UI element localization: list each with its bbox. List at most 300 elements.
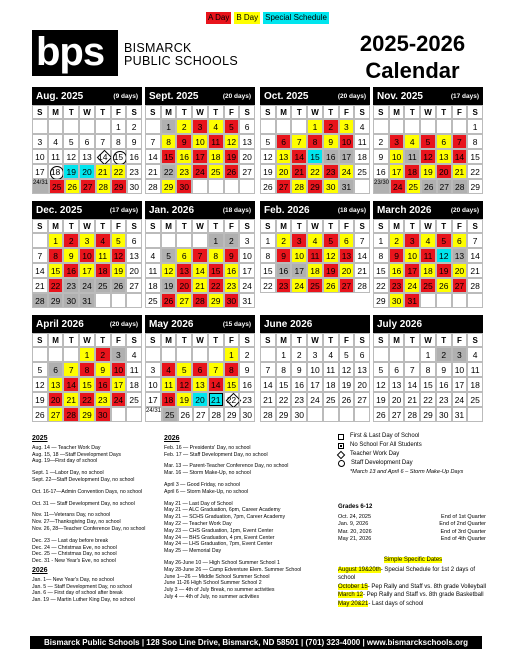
day-cell (436, 293, 452, 308)
day-cell: 29 (48, 293, 64, 308)
day-cell: 19 (339, 377, 355, 392)
week-row (145, 134, 255, 149)
week-row (145, 119, 255, 134)
month-header (260, 201, 370, 219)
week-row (145, 293, 255, 308)
day-cell: 7 (208, 362, 224, 377)
note-line: Feb. 17 — Staff Development Day, no school (164, 451, 268, 458)
weekday-label: T (63, 105, 79, 119)
day-cell: 13 (354, 362, 370, 377)
day-cell (452, 293, 468, 308)
quarter-label: End of 3rd Quarter (440, 528, 486, 535)
simple-date-item (338, 600, 488, 609)
weekday-label: S (239, 105, 255, 119)
day-cell: 5 (63, 134, 79, 149)
day-cell: 18 (467, 377, 483, 392)
day-cell: 25 (323, 392, 339, 407)
month-7 (373, 201, 483, 322)
weekday-label: W (307, 219, 323, 233)
week-row (260, 248, 370, 263)
weekday-label: M (389, 105, 405, 119)
weekday-label: S (239, 219, 255, 233)
day-cell: 22 (260, 278, 276, 293)
week-row (32, 407, 142, 422)
weekday-header (260, 105, 370, 119)
day-cell: 27 (389, 407, 405, 422)
day-cell: 19 (161, 278, 177, 293)
note-line: May 23 — CHS Graduation, 1pm, Event Center (164, 527, 274, 534)
week-row (260, 392, 370, 407)
day-cell: 20 (339, 263, 355, 278)
day-cell (404, 119, 420, 134)
day-cell: 21 (208, 392, 224, 407)
day-cell: 28 (192, 293, 208, 308)
weekday-label: F (452, 333, 468, 347)
day-cell: 8 (224, 362, 240, 377)
day-cell: 24 (452, 392, 468, 407)
day-cell: 30 (323, 179, 339, 194)
day-cell: 22 (276, 392, 292, 407)
week-row (260, 233, 370, 248)
day-cell: 4 (208, 119, 224, 134)
day-cell: 13 (389, 377, 405, 392)
day-cell (354, 407, 370, 422)
week-row (260, 278, 370, 293)
weekday-label: S (260, 219, 276, 233)
note-line: Jan. 19 — Martin Luther King Day, no school (32, 597, 135, 604)
day-cell: 2 (436, 347, 452, 362)
day-cell: 25 (145, 293, 161, 308)
month-header (260, 87, 370, 105)
day-cell: 10 (291, 248, 307, 263)
weekday-label: M (161, 219, 177, 233)
day-cell: 1 (111, 119, 127, 134)
day-cell: 23 (323, 164, 339, 179)
quarter-label: End of 1st Quarter (441, 513, 486, 520)
day-cell: 23 (176, 164, 192, 179)
weekday-label: T (436, 105, 452, 119)
notes-2025-list (32, 445, 152, 565)
weekday-label: T (208, 333, 224, 347)
day-cell: 20 (79, 164, 95, 179)
month-name: Nov. 2025 (377, 90, 423, 102)
quarter-date: Oct. 24, 2025 (338, 513, 372, 520)
day-cell: 9 (436, 362, 452, 377)
note-line: Jan. 6 — First day of school after break (32, 590, 123, 597)
month-day-count: (20 days) (337, 92, 366, 100)
day-cell: 12 (260, 149, 276, 164)
day-cell: 7 (354, 233, 370, 248)
quarter-row (338, 529, 486, 537)
month-name: June 2026 (264, 318, 313, 330)
day-cell: 3 (452, 347, 468, 362)
note-line: Nov. 11—Veterans Day, no school (32, 512, 111, 519)
simple-date: March 12 (338, 592, 364, 599)
day-cell: 9 (276, 248, 292, 263)
day-cell: 19 (436, 263, 452, 278)
day-cell: 15 (307, 149, 323, 164)
month-day-count: (20 days) (450, 206, 479, 214)
day-cell: 8 (276, 362, 292, 377)
week-row (373, 164, 483, 179)
weekday-label: T (323, 333, 339, 347)
simple-desc: - Pep Rally and Staff vs. 8th grade Basketball (363, 592, 484, 599)
day-cell: 19 (323, 263, 339, 278)
day-cell: 30 (224, 293, 240, 308)
day-cell: 27 (354, 392, 370, 407)
quarter-date: Mar. 20, 2026 (338, 528, 372, 535)
day-cell: 8 (111, 134, 127, 149)
day-cell: 24 (291, 278, 307, 293)
weekday-label: M (48, 105, 64, 119)
day-cell: 17 (79, 263, 95, 278)
simple-desc: - Pep Rally and Staff vs. 8th grade Volleyball (367, 583, 486, 590)
note-line: May 24 — BHS Graduation, 4 pm, Event Center (164, 534, 275, 541)
day-cell: 24 (239, 278, 255, 293)
day-cell (126, 293, 142, 308)
title-calendar: Calendar (365, 58, 460, 83)
week-row (260, 179, 370, 194)
day-cell: 19 (420, 164, 436, 179)
day-cell (467, 293, 483, 308)
day-cell: 30 (240, 407, 255, 422)
day-cell: 26 (111, 278, 127, 293)
week-row (260, 407, 370, 422)
day-cell: 15 (373, 263, 389, 278)
day-cell: 31 (79, 293, 95, 308)
day-cell: 15 (79, 377, 95, 392)
weekday-label: W (420, 333, 436, 347)
month-day-count: (9 days) (113, 92, 138, 100)
month-name: March 2026 (377, 204, 432, 216)
week-row (373, 392, 483, 407)
day-cell: 4 (126, 347, 142, 362)
day-cell: 30 (63, 293, 79, 308)
day-cell: 19 (176, 392, 192, 407)
day-cell: 7 (467, 233, 483, 248)
day-cell (176, 347, 192, 362)
day-cell (291, 119, 307, 134)
day-cell: 3 (192, 119, 208, 134)
day-cell (145, 119, 161, 134)
logo-line-2: PUBLIC SCHOOLS (124, 54, 238, 68)
month-day-count: (15 days) (222, 320, 251, 328)
quarter-label: End of 2nd Quarter (439, 521, 486, 527)
day-cell: 10 (452, 362, 468, 377)
day-cell: 4 (48, 134, 64, 149)
day-cell: 26 (373, 407, 389, 422)
note-line: Dec. 24 — Christmas Eve, no school (32, 544, 117, 551)
simple-dates (338, 556, 488, 609)
weekday-header (32, 105, 142, 119)
month-header (373, 87, 483, 105)
day-cell: 29 (208, 293, 224, 308)
day-cell: 20 (276, 164, 292, 179)
week-row (373, 362, 483, 377)
day-cell: 26 (224, 164, 240, 179)
day-cell: 30 (176, 179, 192, 194)
day-cell: 25 (162, 407, 177, 422)
day-cell: 10 (307, 362, 323, 377)
note-line: June 11-26 High School Summer School 2 (164, 580, 262, 587)
weekday-label: F (339, 219, 355, 233)
day-cell: 26 (421, 179, 437, 194)
weekday-label: M (389, 333, 405, 347)
day-cell: 21 (63, 392, 79, 407)
day-cell: 14 (95, 149, 111, 164)
week-row (32, 263, 142, 278)
day-cell (145, 233, 161, 248)
quarter-label: End of 4th Quarter (440, 536, 486, 542)
day-cell: 14 (467, 248, 483, 263)
circle-icon (338, 460, 345, 467)
weekday-label: T (291, 105, 307, 119)
weekday-label: S (145, 219, 161, 233)
note-line: Mar. 13 — Parent-Teacher Conference Day, no school (164, 463, 289, 470)
day-cell: 12 (111, 248, 127, 263)
day-cell: 8 (48, 248, 64, 263)
day-cell: 21 (95, 164, 111, 179)
week-row (32, 179, 142, 194)
day-cell: 20 (436, 164, 452, 179)
week-row (260, 134, 370, 149)
day-cell: 27 (276, 179, 292, 194)
day-cell: 2 (95, 347, 111, 362)
day-cell: 10 (32, 149, 48, 164)
week-row (373, 134, 483, 149)
day-cell (95, 119, 111, 134)
day-cell: 19 (63, 164, 79, 179)
weekday-label: S (145, 333, 161, 347)
day-cell (32, 233, 48, 248)
day-cell: 11 (48, 149, 64, 164)
week-row (32, 233, 142, 248)
footer: Bismarck Public Schools | 128 Soo Line Drive, Bismarck, ND 58501 | (701) 323-4000 | www.bismarckschools.org (30, 636, 482, 649)
weekday-label: F (224, 219, 240, 233)
day-cell: 16 (224, 263, 240, 278)
day-cell: 27 (452, 278, 468, 293)
note-line: Oct. 16-17—Admin Convention Days, no school (32, 488, 143, 495)
day-cell: 10 (145, 377, 161, 392)
weekday-label: T (404, 105, 420, 119)
day-cell: 16 (373, 164, 389, 179)
note-line: Sept. 22—Staff Development Day, no school (32, 476, 135, 483)
month-name: Feb. 2026 (264, 204, 310, 216)
month-header (145, 87, 255, 105)
weekday-label: W (192, 333, 208, 347)
day-cell: 28 (63, 407, 79, 422)
weekday-label: W (192, 219, 208, 233)
day-cell: 21 (452, 164, 468, 179)
weekday-label: S (32, 333, 48, 347)
day-cell: 28 (452, 179, 468, 194)
month-day-count: (20 days) (109, 320, 138, 328)
day-cell: 18 (95, 263, 111, 278)
day-cell: 1 (208, 233, 224, 248)
day-cell: 1 (276, 347, 292, 362)
day-cell: 12 (176, 377, 192, 392)
day-cell (224, 179, 240, 194)
day-cell: 10 (389, 149, 405, 164)
day-cell: 14 (260, 377, 276, 392)
day-cell: 17 (32, 164, 48, 179)
day-cell: 1 (467, 119, 483, 134)
week-row (145, 179, 255, 194)
day-cell: 26 (178, 407, 194, 422)
day-cell: 16 (126, 149, 142, 164)
day-cell: 29 (307, 179, 323, 194)
note-line: May 25 — Memorial Day (164, 548, 222, 555)
day-cell: 18 (48, 164, 64, 179)
day-cell: 2 (291, 347, 307, 362)
day-cell: 5 (111, 233, 127, 248)
day-cell: 28 (404, 407, 420, 422)
day-cell: 26 (260, 179, 276, 194)
week-row (373, 347, 483, 362)
day-cell: 9 (323, 134, 339, 149)
day-cell: 4 (323, 347, 339, 362)
day-cell: 11 (323, 362, 339, 377)
weekday-label: W (307, 333, 323, 347)
day-cell: 29 (224, 407, 240, 422)
day-cell: 4 (404, 134, 420, 149)
day-cell: 4 (161, 362, 177, 377)
day-cell: 20 (239, 149, 255, 164)
simple-heading (338, 556, 488, 565)
month-header (145, 315, 255, 333)
day-cell: 27 (437, 179, 453, 194)
day-cell: 24/31 (32, 179, 49, 194)
day-cell: 21 (192, 278, 208, 293)
weekday-label: W (420, 219, 436, 233)
weekday-label: S (354, 105, 370, 119)
day-cell: 25 (354, 164, 370, 179)
day-cell: 16 (323, 149, 339, 164)
day-cell: 16 (176, 149, 192, 164)
weekday-label: S (467, 333, 483, 347)
day-cell: 9 (176, 134, 192, 149)
day-cell: 23 (63, 278, 79, 293)
day-cell: 9 (291, 362, 307, 377)
month-2 (260, 87, 370, 208)
day-cell: 6 (239, 119, 255, 134)
day-cell: 5 (176, 362, 192, 377)
simple-list (338, 566, 488, 609)
weekday-label: W (420, 105, 436, 119)
weekday-label: T (63, 333, 79, 347)
day-cell: 11 (307, 248, 323, 263)
day-cell: 13 (339, 248, 355, 263)
day-cell: 25 (49, 179, 64, 194)
day-cell: 24 (111, 392, 127, 407)
day-cell: 11 (161, 377, 177, 392)
day-cell: 29 (468, 179, 483, 194)
day-cell: 6 (389, 362, 405, 377)
day-cell: 19 (111, 263, 127, 278)
day-cell: 8 (260, 248, 276, 263)
day-cell: 13 (126, 248, 142, 263)
day-cell (95, 293, 111, 308)
day-cell: 21 (404, 392, 420, 407)
day-cell: 3 (404, 233, 420, 248)
day-cell: 12 (339, 362, 355, 377)
day-cell: 28 (96, 179, 112, 194)
day-cell: 5 (260, 134, 276, 149)
day-cell: 18 (420, 263, 436, 278)
weekday-label: T (95, 219, 111, 233)
day-cell: 26 (161, 293, 177, 308)
day-cell: 20 (48, 392, 64, 407)
quarter-row (338, 514, 486, 522)
day-cell (208, 179, 224, 194)
note-line: May 22 — Teacher Work Day (164, 520, 232, 527)
day-cell: 2 (224, 233, 240, 248)
day-cell: 16 (436, 377, 452, 392)
day-cell: 5 (32, 362, 48, 377)
note-line: May 28-June 26 — Camp Edventure Elem. Summer School (164, 566, 302, 573)
weekday-label: M (389, 219, 405, 233)
weekday-header (145, 105, 255, 119)
month-10 (260, 315, 370, 436)
day-cell (48, 347, 64, 362)
week-row (373, 149, 483, 164)
weekday-label: W (79, 105, 95, 119)
day-cell: 21 (467, 263, 483, 278)
day-cell (373, 119, 389, 134)
day-cell: 26 (65, 179, 81, 194)
note-line: May 21 — Last Day of School (164, 500, 233, 507)
day-cell: 11 (404, 149, 420, 164)
day-cell: 13 (48, 377, 64, 392)
month-name: Oct. 2025 (264, 90, 309, 102)
day-cell: 25 (307, 278, 323, 293)
day-cell: 6 (192, 362, 208, 377)
day-cell (307, 407, 323, 422)
note-line: Aug. 14 — Teacher Work Day (32, 444, 101, 451)
day-cell: 25 (406, 179, 422, 194)
day-cell: 6 (339, 233, 355, 248)
month-3 (373, 87, 483, 208)
week-row (32, 119, 142, 134)
day-cell: 25 (126, 392, 142, 407)
day-cell: 22 (224, 392, 240, 407)
day-cell: 14 (63, 377, 79, 392)
day-cell: 20 (176, 278, 192, 293)
week-row (145, 248, 255, 263)
day-cell: 11 (126, 362, 142, 377)
weekday-label: F (224, 105, 240, 119)
day-cell: 3 (145, 362, 161, 377)
week-row (32, 377, 142, 392)
day-cell: 4 (307, 233, 323, 248)
weekday-label: T (291, 219, 307, 233)
simple-desc: - Last days of school (368, 600, 424, 607)
day-cell: 15 (260, 263, 276, 278)
weekday-label: M (48, 333, 64, 347)
day-cell: 16 (291, 377, 307, 392)
day-cell: 4 (420, 233, 436, 248)
day-cell: 3 (32, 134, 48, 149)
day-cell: 27 (239, 164, 255, 179)
day-cell: 30 (436, 407, 452, 422)
day-cell: 21 (32, 278, 48, 293)
day-cell: 23 (126, 164, 142, 179)
week-row (260, 377, 370, 392)
day-cell: 27 (176, 293, 192, 308)
weekday-label: F (111, 333, 127, 347)
day-cell: 26 (339, 392, 355, 407)
month-0 (32, 87, 142, 208)
